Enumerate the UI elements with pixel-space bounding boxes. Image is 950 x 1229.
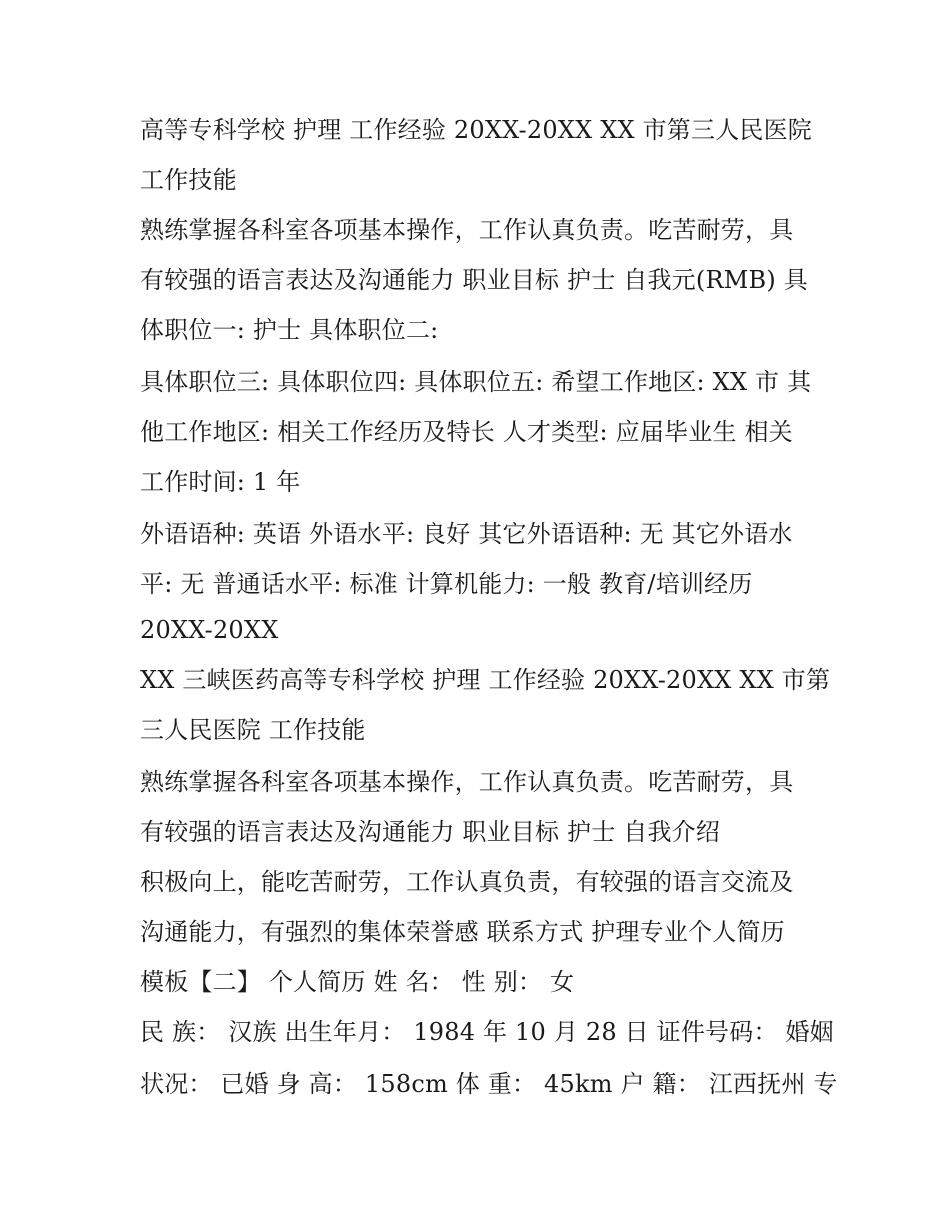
text-line: 具体职位三: 具体职位四: 具体职位五: 希望工作地区: XX 市 其 — [140, 368, 812, 396]
text-line: 他工作地区: 相关工作经历及特长 人才类型: 应届毕业生 相关 — [140, 418, 793, 446]
text-line: 平: 无 普通话水平: 标准 计算机能力: 一般 教育/培训经历 — [140, 570, 753, 598]
text-line: 体职位一: 护士 具体职位二: — [140, 316, 439, 344]
text-line: 20XX-20XX — [140, 616, 279, 644]
text-line: 模板【二】 个人简历 姓 名： 性 别： 女 — [140, 968, 575, 996]
text-line: 工作技能 — [140, 166, 237, 194]
text-line: 高等专科学校 护理 工作经验 20XX-20XX XX 市第三人民医院 — [140, 116, 812, 144]
text-line: 沟通能力，有强烈的集体荣誉感 联系方式 护理专业个人简历 — [140, 918, 785, 946]
text-line: 熟练掌握各科室各项基本操作，工作认真负责。吃苦耐劳，具 — [140, 768, 794, 796]
text-line: XX 三峡医药高等专科学校 护理 工作经验 20XX-20XX XX 市第 — [140, 666, 831, 694]
text-line: 外语语种: 英语 外语水平: 良好 其它外语语种: 无 其它外语水 — [140, 520, 793, 548]
text-line: 状况： 已婚 身 高： 158cm 体 重： 45km 户 籍： 江西抚州 专 — [140, 1070, 838, 1098]
text-line: 积极向上，能吃苦耐劳，工作认真负责，有较强的语言交流及 — [140, 868, 794, 896]
text-line: 熟练掌握各科室各项基本操作，工作认真负责。吃苦耐劳，具 — [140, 216, 794, 244]
text-line: 民 族： 汉族 出生年月： 1984 年 10 月 28 日 证件号码： 婚姻 — [140, 1018, 834, 1046]
text-line: 有较强的语言表达及沟通能力 职业目标 护士 自我元(RMB) 具 — [140, 266, 808, 294]
text-line: 有较强的语言表达及沟通能力 职业目标 护士 自我介绍 — [140, 818, 721, 846]
text-line: 三人民医院 工作技能 — [140, 716, 366, 744]
text-line: 工作时间: 1 年 — [140, 468, 301, 496]
